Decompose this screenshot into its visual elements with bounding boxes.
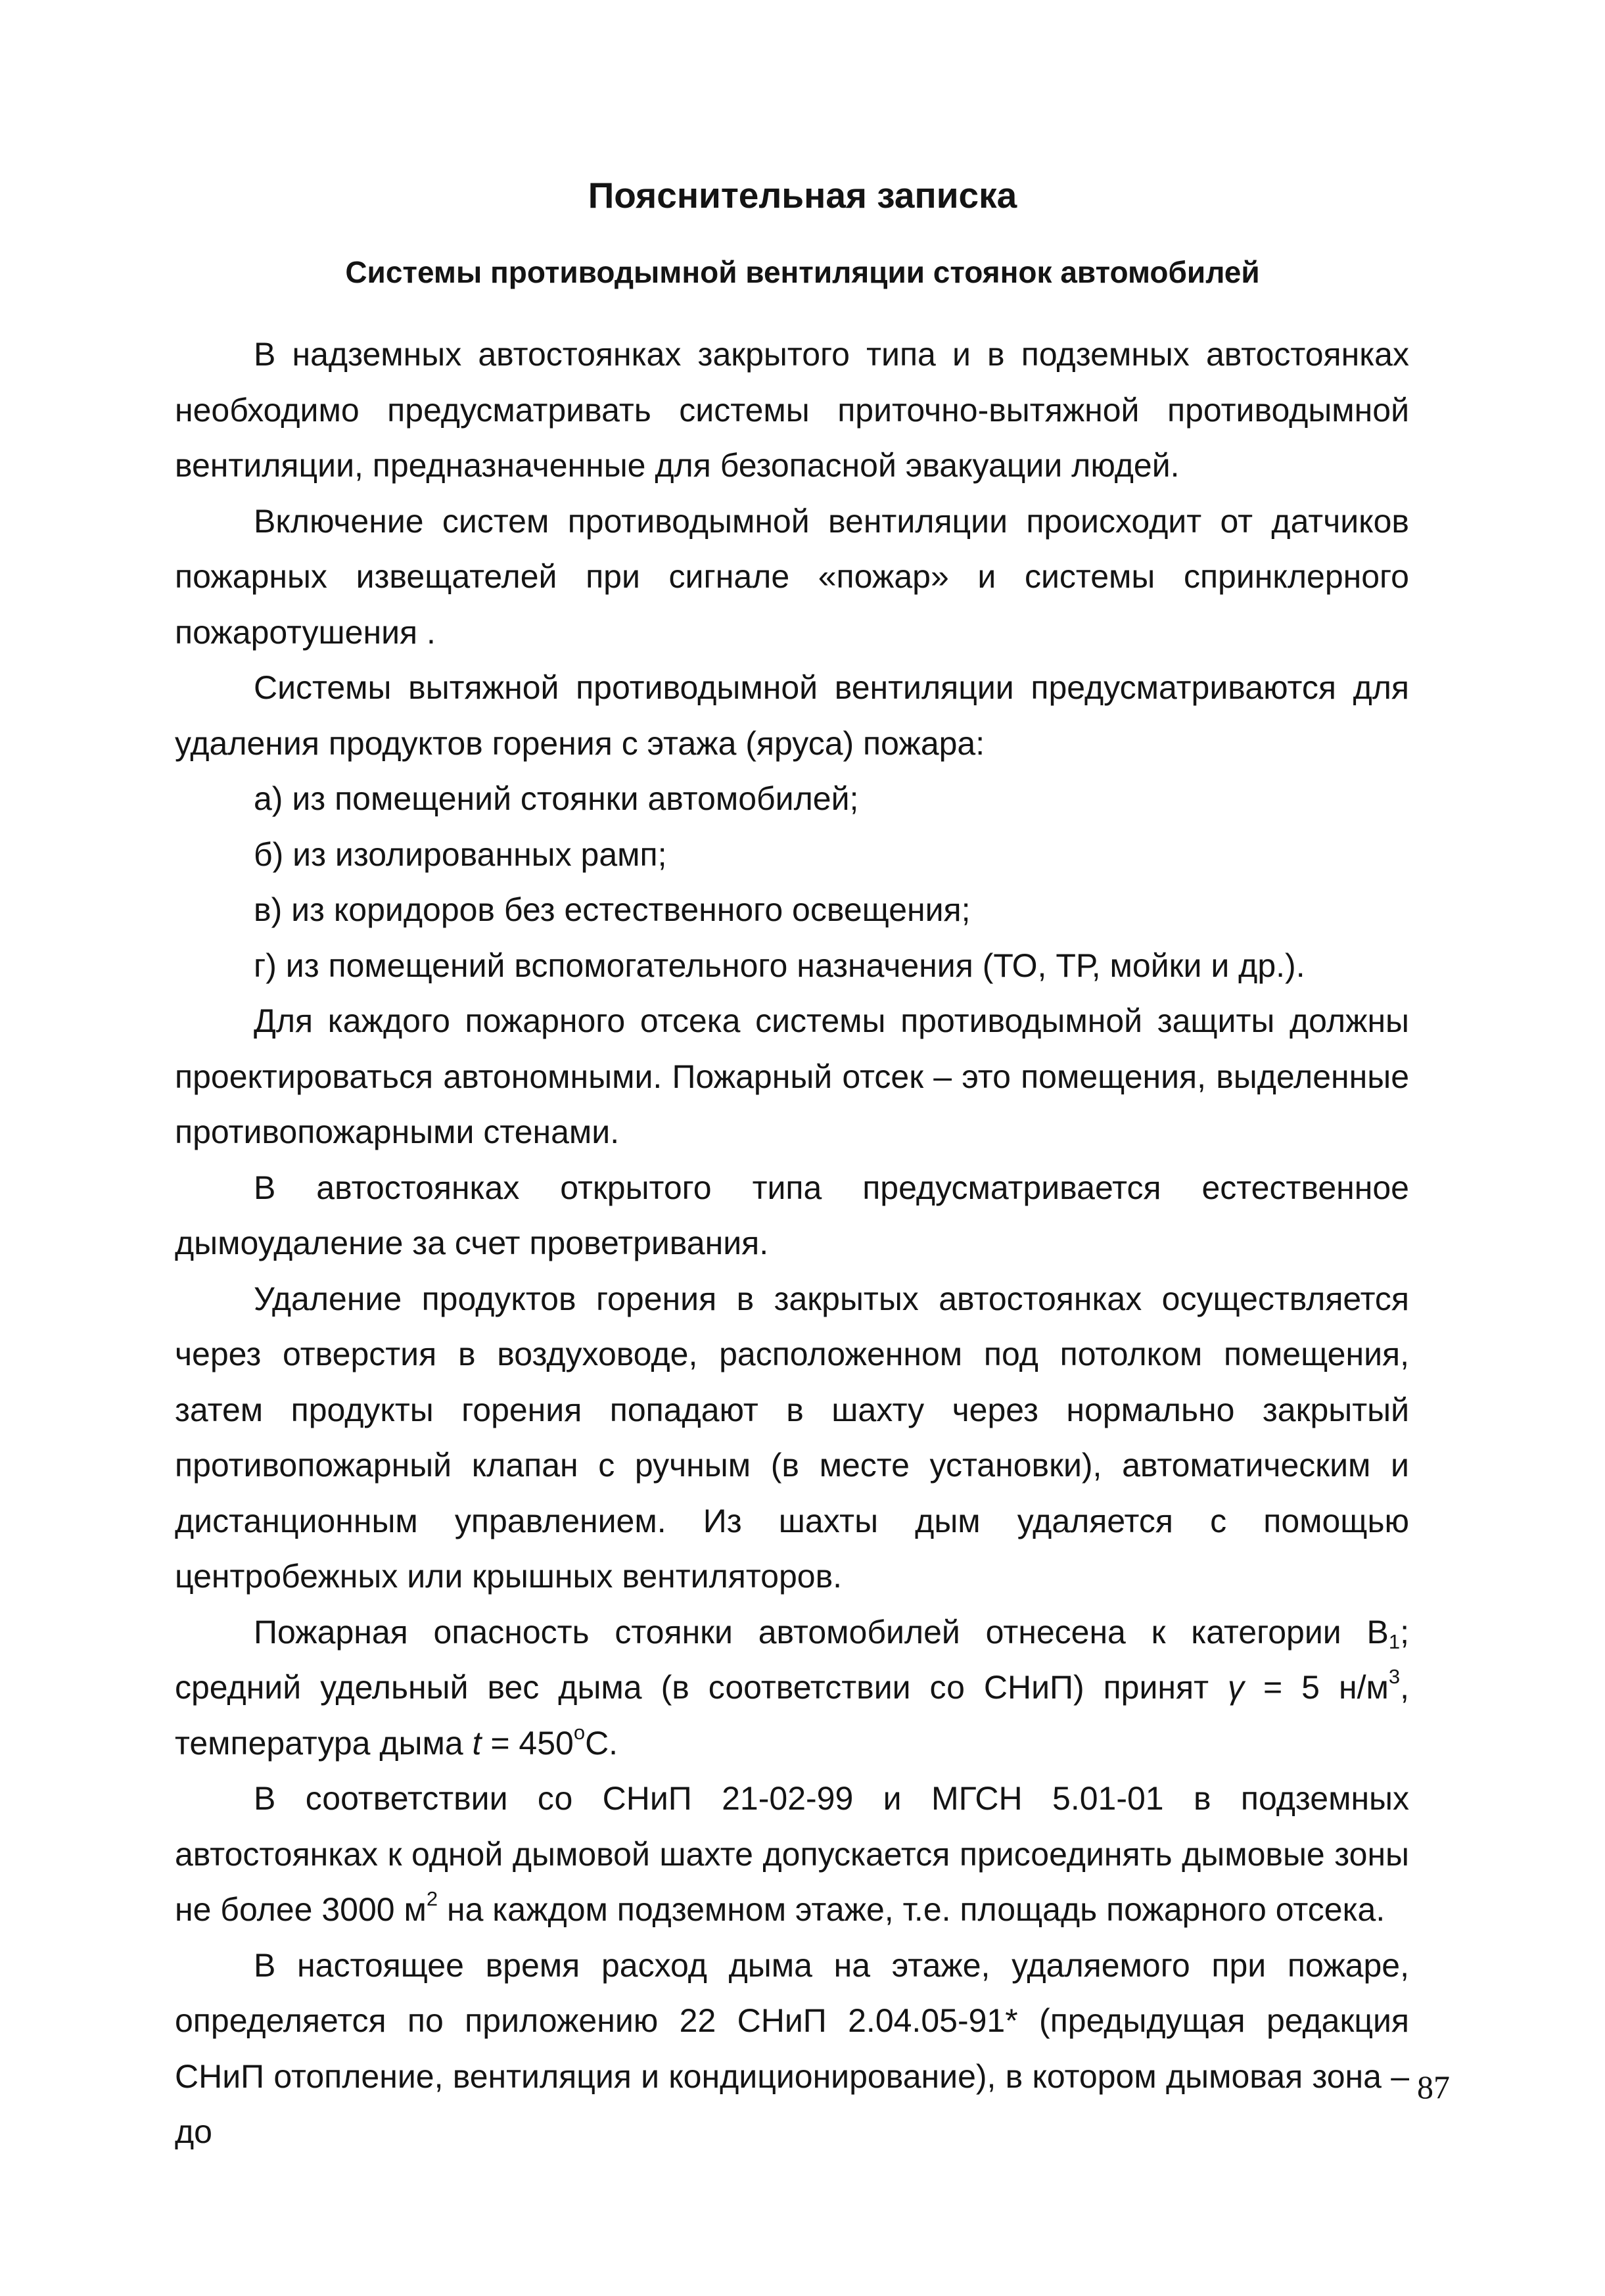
subscript: 1 xyxy=(1388,1629,1401,1653)
text-run: = 5 н/м xyxy=(1244,1669,1389,1706)
text-run: В соответствии со СНиП 21-02-99 и МГСН 5.01-01 в подземных автостоянках к одной дымовой шахте допускается присоединять дымовые зоны не более 3000 м xyxy=(175,1780,1409,1928)
paragraph: Для каждого пожарного отсека системы противодымной защиты должны проектироваться автономными. Пожарный отсек – это помещения, выделенные противопожарными стенами. xyxy=(175,1002,1409,1150)
paragraph: Включение систем противодымной вентиляции происходит от датчиков пожарных извещателей при сигнале «пожар» и системы спринклерного пожаротушения . xyxy=(175,502,1409,651)
list-item: в) из коридоров без естественного освещения; xyxy=(254,891,971,928)
superscript: 2 xyxy=(426,1886,438,1910)
paragraph: В настоящее время расход дыма на этаже, удаляемого при пожаре, определяется по приложению 22 СНиП 2.04.05-91* (предыдущая редакция СНиП отопление, вентиляция и кондиционирование), в котором дымовая зона – до xyxy=(175,1946,1409,2150)
text-run: С. xyxy=(585,1724,618,1762)
body-text xyxy=(175,327,1409,2160)
temperature-symbol: t xyxy=(472,1724,482,1762)
paragraph xyxy=(175,1605,1409,1771)
text-run: , температура дыма xyxy=(175,1669,1409,1762)
list-item: б) из изолированных рамп; xyxy=(254,835,667,873)
paragraph: Удаление продуктов горения в закрытых автостоянках осуществляется через отверстия в воздуховоде, расположенном под потолком помещения, затем продукты горения попадают в шахту через нормально закрытый противопожарный клапан с ручным (в месте установки), автоматическим и дистанционным управлением. Из шахты дым удаляется с помощью центробежных или крышных вентиляторов. xyxy=(175,1280,1409,1595)
paragraph: В автостоянках открытого типа предусматривается естественное дымоудаление за счет проветривания. xyxy=(175,1169,1409,1261)
superscript: 3 xyxy=(1388,1664,1401,1688)
degree-superscript: о xyxy=(573,1720,586,1744)
page-number: 87 xyxy=(1417,2069,1450,2105)
paragraph: В надземных автостоянках закрытого типа и в подземных автостоянках необходимо предусматривать системы приточно-вытяжной противодымной вентиляции, предназначенные для безопасной эвакуации людей. xyxy=(175,336,1409,484)
list-item: г) из помещений вспомогательного назначения (ТО, ТР, мойки и др.). xyxy=(254,947,1305,984)
text-run: = 450 xyxy=(481,1724,574,1762)
text-run: ; средний удельный вес дыма (в соответствии со СНиП) принят xyxy=(175,1613,1409,1706)
paragraph xyxy=(175,1771,1409,1938)
list-item: а) из помещений стоянки автомобилей; xyxy=(254,780,859,817)
text-run: на каждом подземном этаже, т.е. площадь пожарного отсека. xyxy=(438,1891,1385,1928)
text-run: Пожарная опасность стоянки автомобилей отнесена к категории В xyxy=(254,1613,1389,1651)
page-title: Пояснительная записка xyxy=(588,175,1017,216)
paragraph: Системы вытяжной противодымной вентиляции предусматриваются для удаления продуктов горения с этажа (яруса) пожара: xyxy=(175,669,1409,762)
gamma-symbol: γ xyxy=(1228,1669,1244,1706)
section-subtitle: Системы противодымной вентиляции стоянок автомобилей xyxy=(345,255,1260,289)
